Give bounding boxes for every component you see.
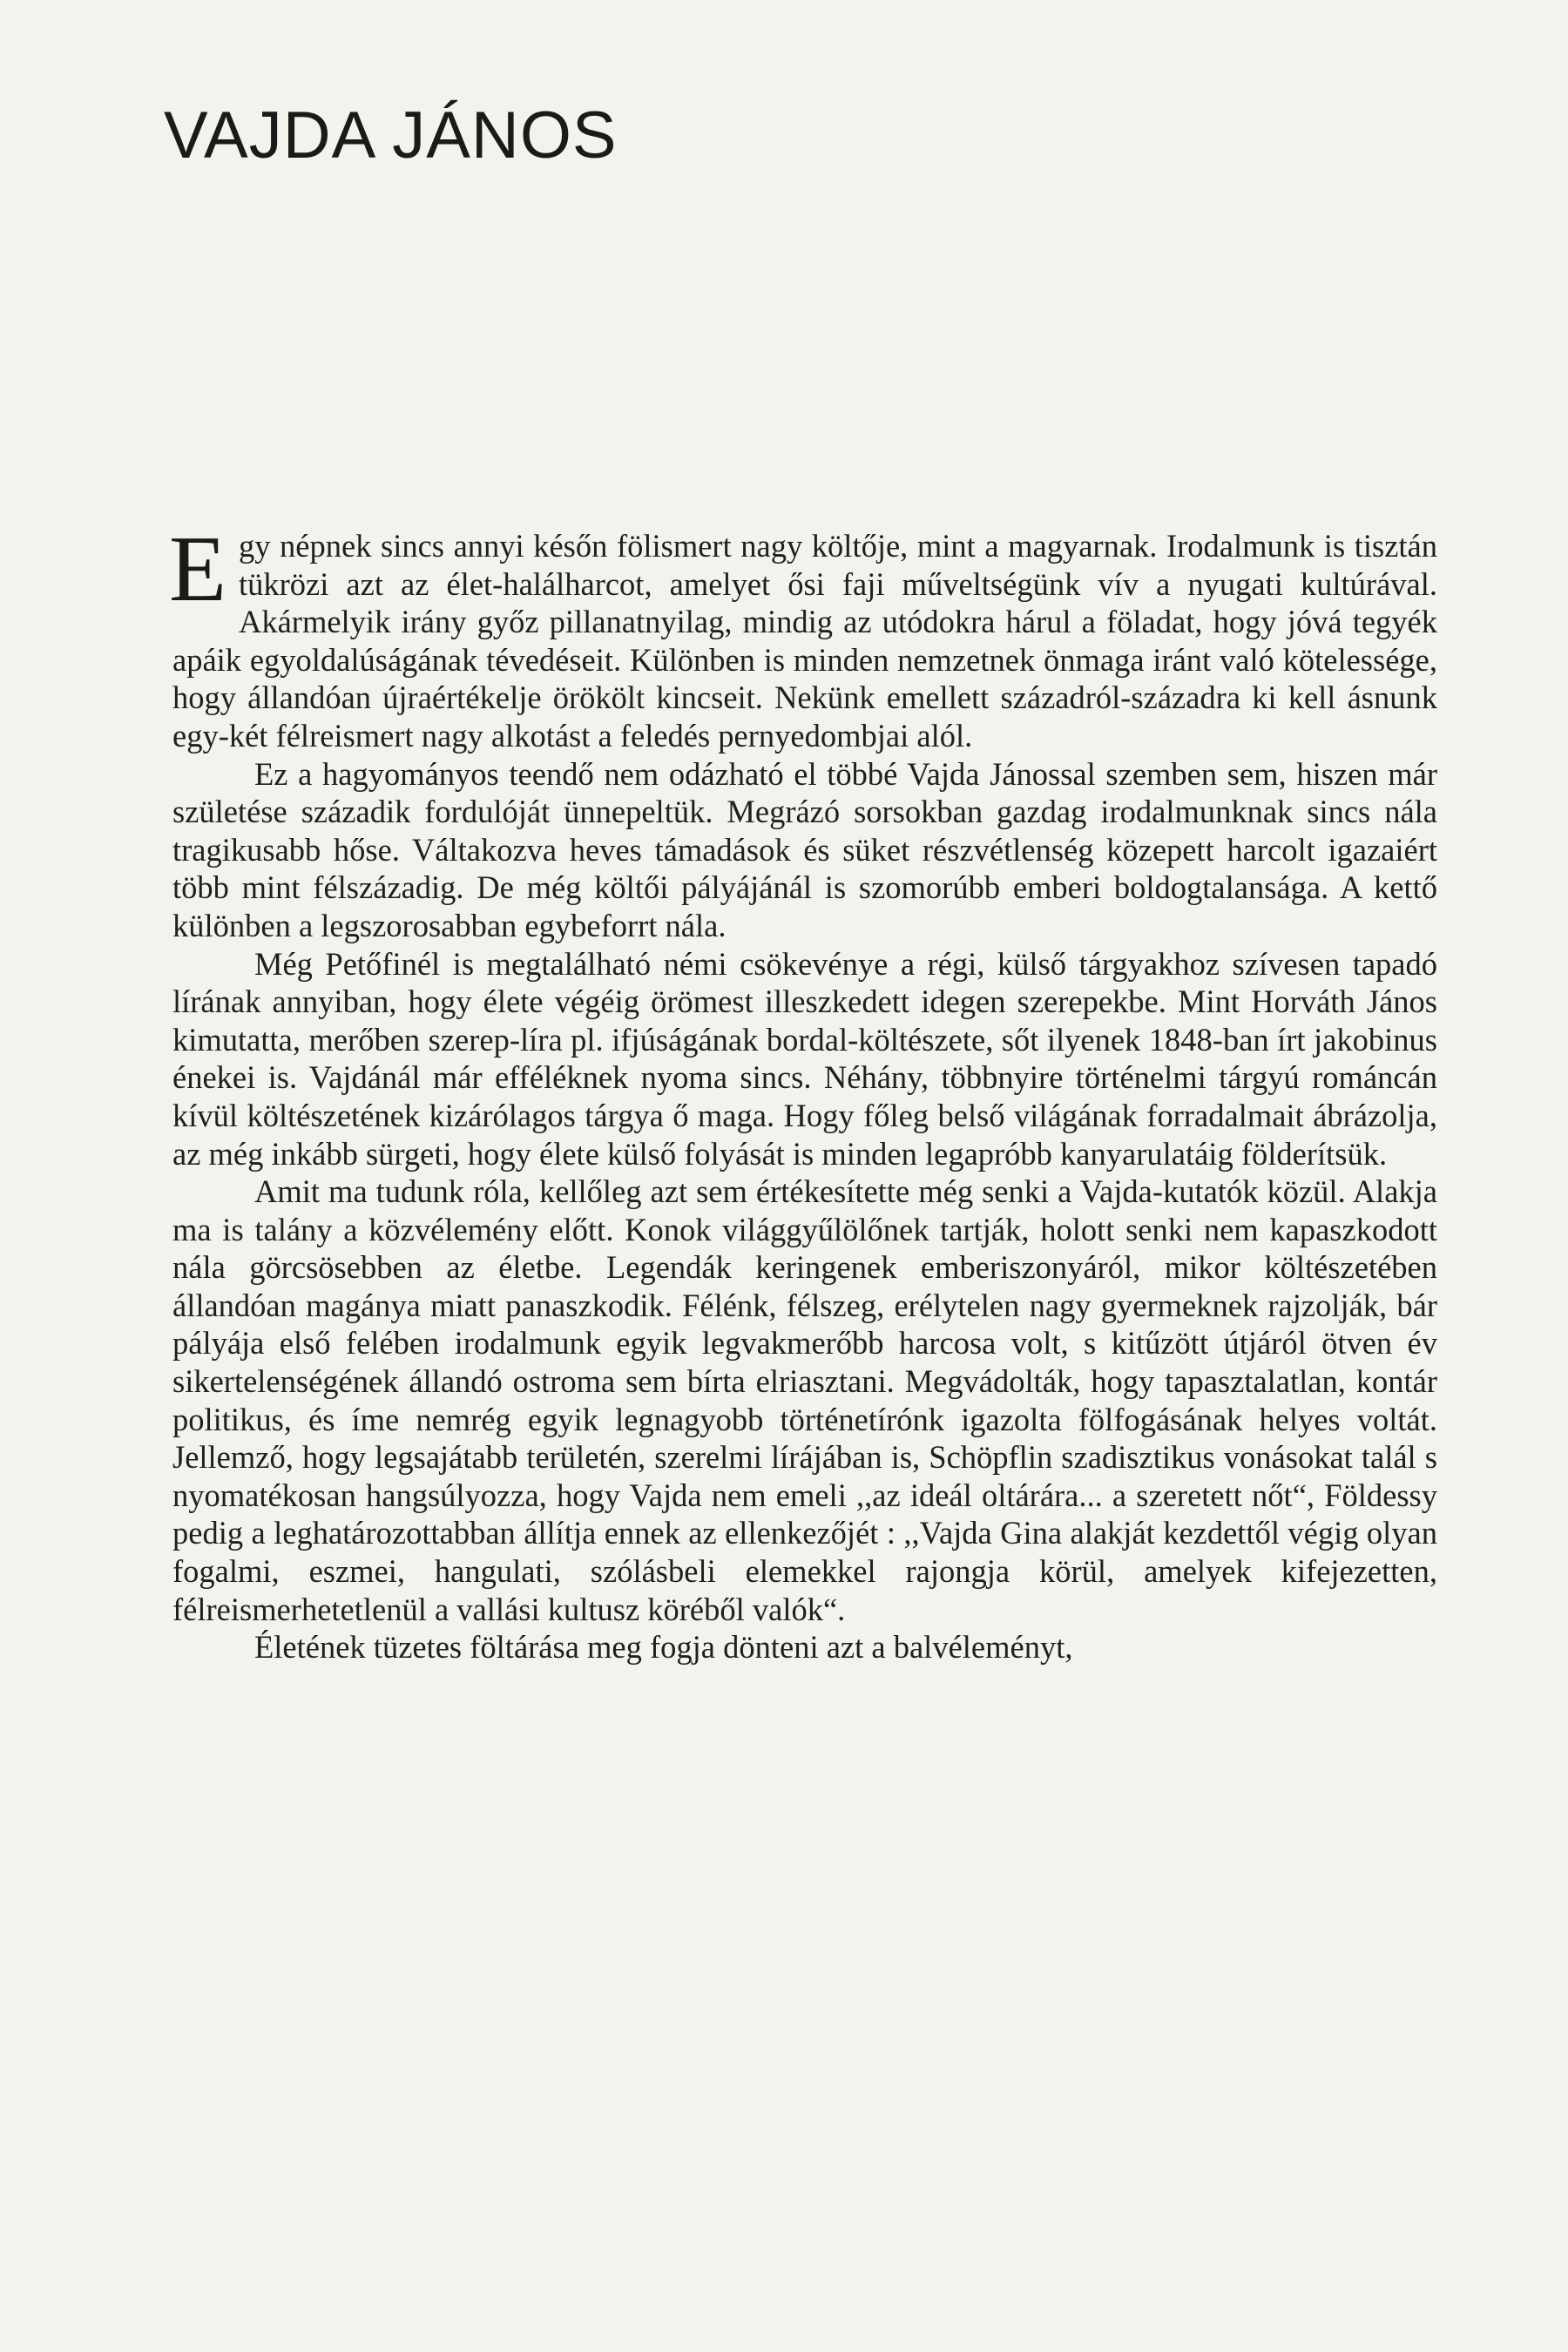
paragraph-4: Amit ma tudunk róla, kellőleg azt sem értékesítette még senki a Vajda-kutatók közül. Alakja ma is talány a közvélemény előtt. Konok világgyűlölőnek tartják, holott senki nem kapaszkodott nála görcsösebben az életbe. Legendák keringenek emberiszonyáról, mikor költészetében állandóan magánya miatt panaszkodik. Félénk, félszeg, erélytelen nagy gyermeknek rajzolják, bár pályája első felében irodalmunk egyik legvakmerőbb harcosa volt, s kitűzött útjáról ötven év sikertelenségének állandó ostroma sem bírta elriasztani. Megvádolták, hogy tapasztalatlan, kontár politikus, és íme nemrég egyik legnagyobb történetírónk igazolta fölfogásának helyes voltát. Jellemző, hogy legsajátabb területén, szerelmi lírájában is, Schöpflin szadisztikus vonásokat talál s nyomatékosan hangsúlyozza, hogy Vajda nem emeli ,,az ideál oltárára... a szeretett nőt“, Földessy pedig a leghatározottabban állítja ennek az ellenkezőjét : ,,Vajda Gina alakját kezdettől végig olyan fogalmi, eszmei, hangulati, szólásbeli elemekkel rajongja körül, amelyek kifejezetten, félreismerhetetlenül a vallási kultusz köréből valók“. [172, 1173, 1437, 1627]
chapter-title: VAJDA JÁNOS [164, 98, 618, 172]
drop-cap: E [169, 517, 226, 621]
paragraph-2: Ez a hagyományos teendő nem odázható el többé Vajda Jánossal szemben sem, hiszen már születése századik fordulóját ünnepeltük. Megrázó sorsokban gazdag irodalmunknak sincs nála tragikusabb hőse. Váltakozva heves támadások és süket részvétlenség közepett harcolt igazaiért több mint félszázadig. De még költői pályájánál is szomorúbb emberi boldogtalansága. A kettő különben a legszorosabban egybeforrt nála. [172, 755, 1437, 943]
paragraph-3: Még Petőfinél is megtalálható némi csökevénye a régi, külső tárgyakhoz szívesen tapadó lírának annyiban, hogy élete végéig örömest illeszkedett idegen szerepekbe. Mint Horváth János kimutatta, merőben szerep-líra pl. ifjúságának bordal-költészete, sőt ilyenek 1848-ban írt jakobinus énekei is. Vajdánál már efféléknek nyoma sincs. Néhány, többnyire történelmi tárgyú románcán kívül költészetének kizárólagos tárgya ő maga. Hogy főleg belső világának forradalmait ábrázolja, az még inkább sürgeti, hogy élete külső folyását is minden legapróbb kanyarulatáig földerítsük. [172, 945, 1437, 1172]
paragraph-1-text: gy népnek sincs annyi későn fölismert nagy költője, mint a magyarnak. Irodalmunk is tisztán tükrözi azt az élet-halálharcot, amelyet ősi faji műveltségünk vív a nyugati kultúrával. Akármelyik irány győz pillanatnyilag, mindig az utódokra hárul a föladat, hogy jóvá tegyék apáik egyoldalúságának tévedéseit. Különben is minden nemzetnek önmaga iránt való kötelessége, hogy állandóan újraértékelje örökölt kincseit. Nekünk emellett századról-századra ki kell ásnunk egy-két félreismert nagy alkotást a feledés pernyedombjai alól. [172, 528, 1437, 754]
paragraph-1 [169, 517, 1437, 755]
article-body [169, 517, 1437, 1666]
paragraph-5: Életének tüzetes föltárása meg fogja dönteni azt a balvéleményt, [254, 1629, 1073, 1666]
